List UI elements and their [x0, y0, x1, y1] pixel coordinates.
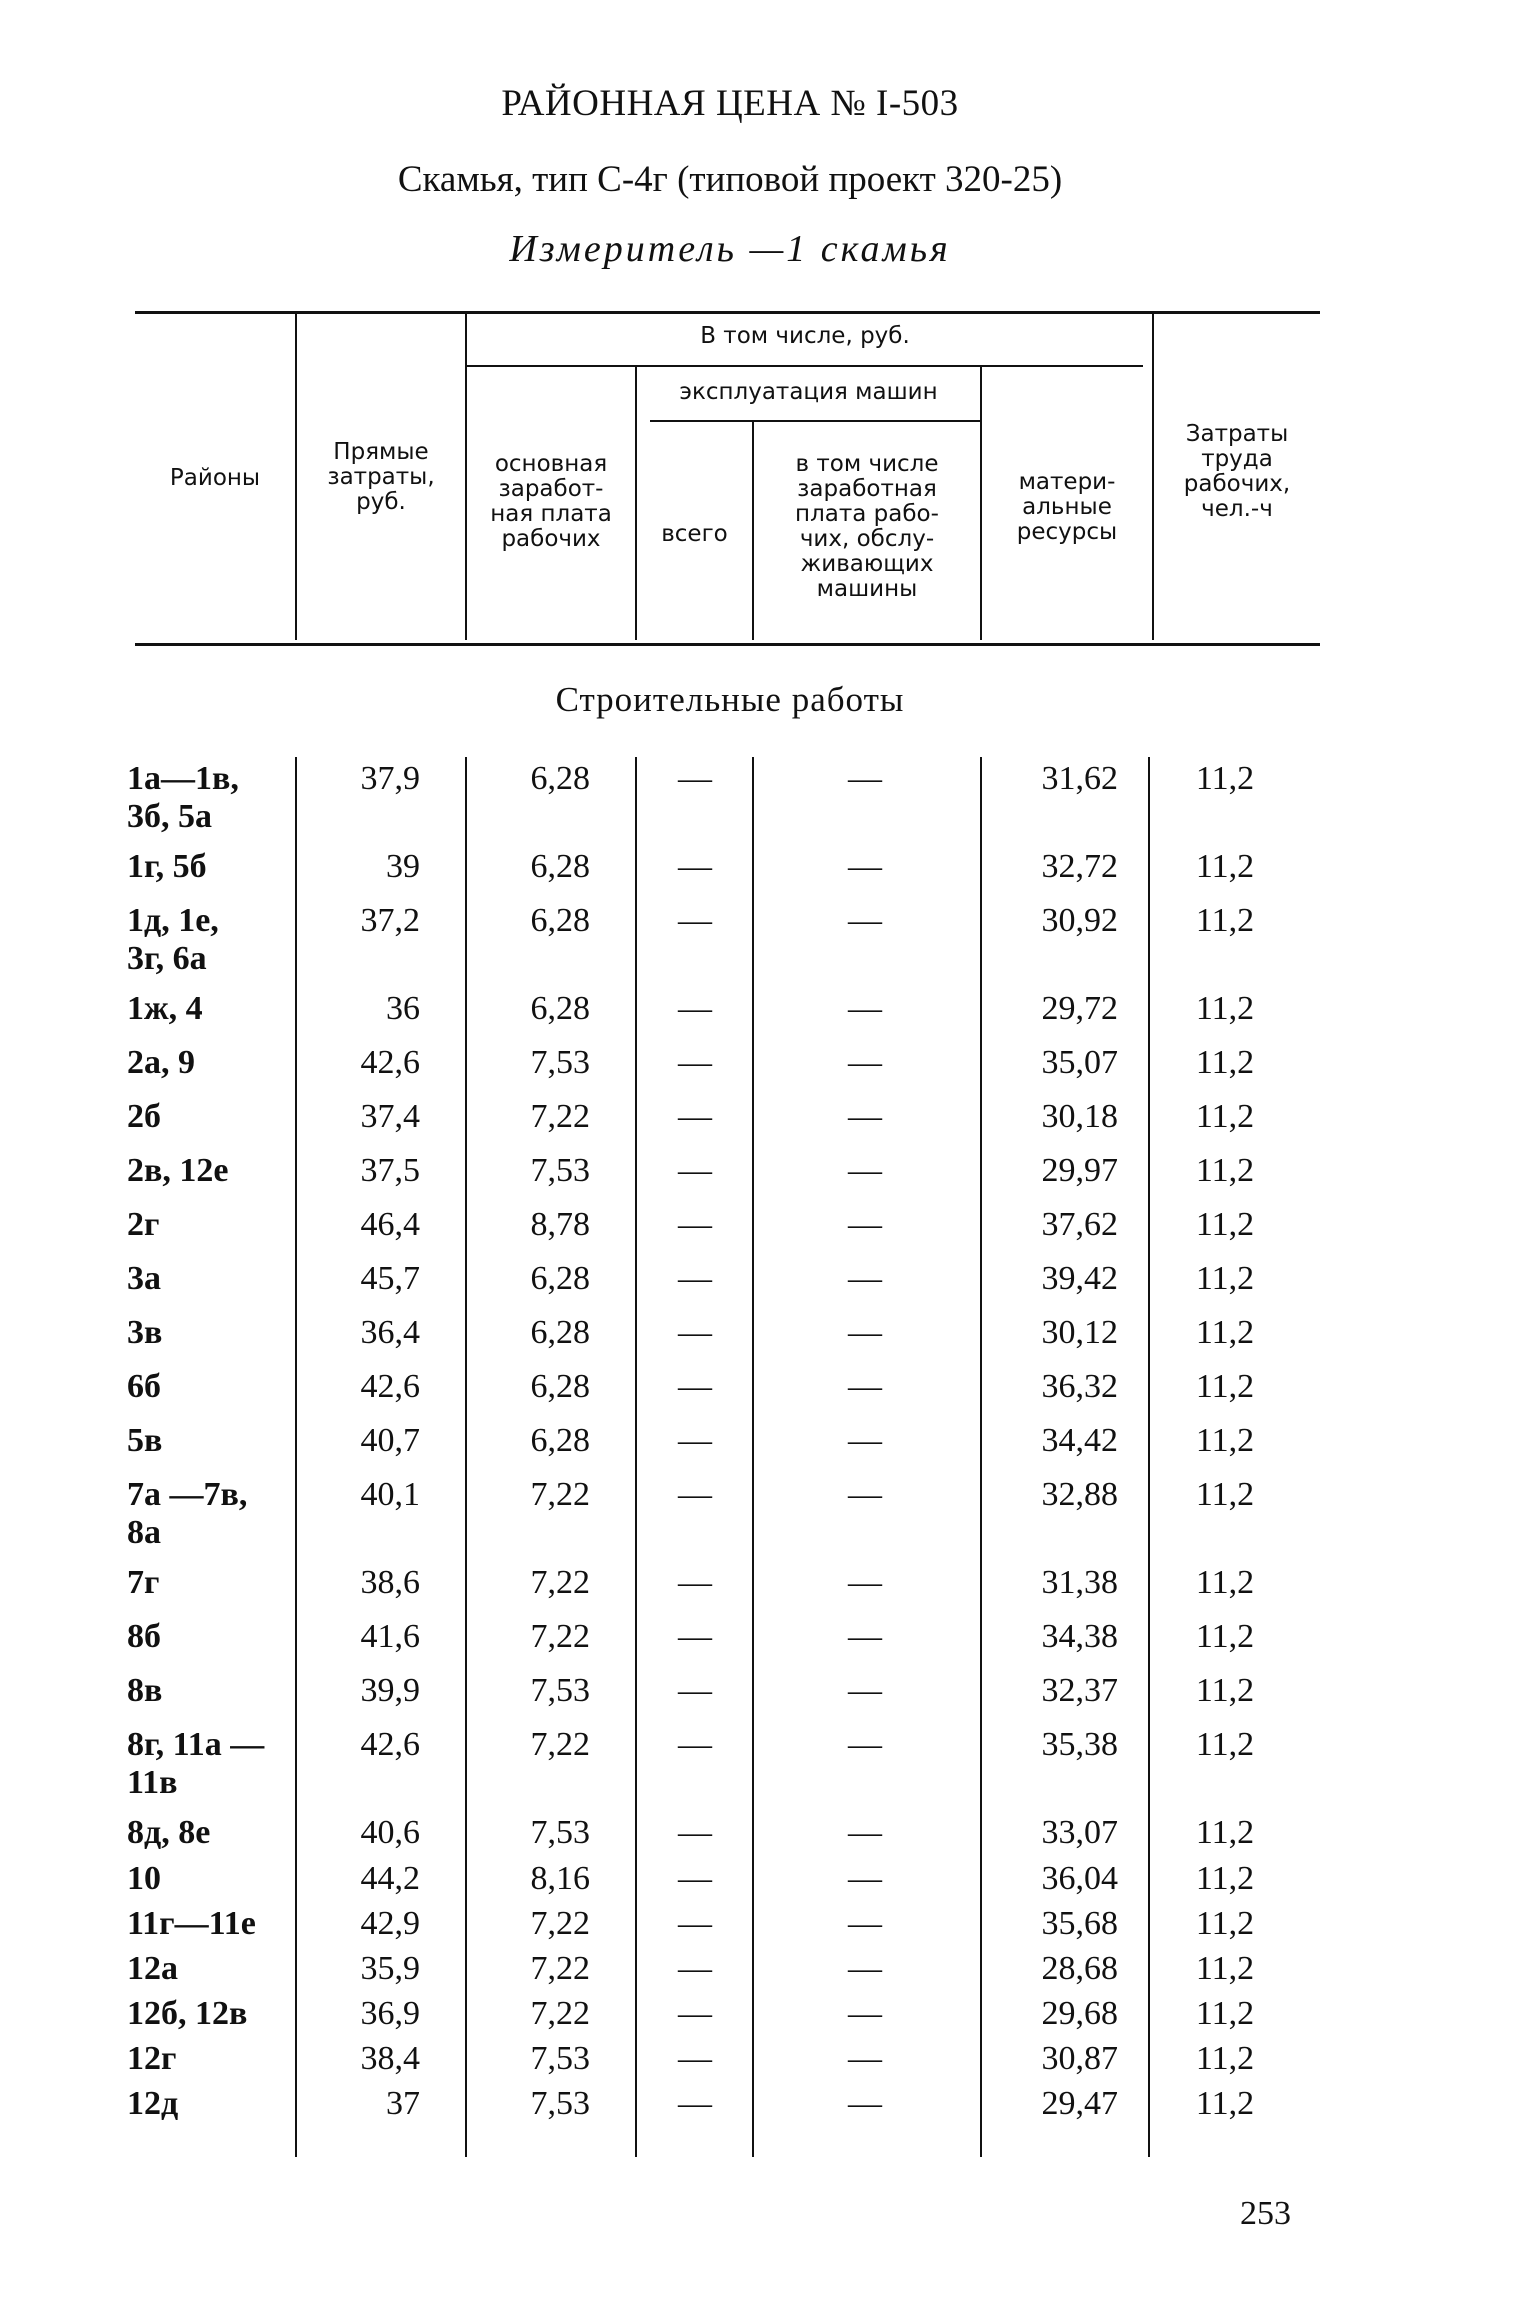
cell-machine-wage: —: [848, 902, 882, 939]
cell-machine-total: —: [678, 848, 712, 885]
cell-base-wage: 6,28: [530, 1260, 590, 1297]
cell-region: [127, 2085, 297, 2123]
header-materials: матери- альные ресурсы: [1016, 469, 1118, 545]
header-direct-costs: Прямые затраты, руб.: [327, 439, 435, 515]
cell-region: [127, 1152, 297, 1190]
cell-region: [127, 848, 297, 886]
cell-materials: 35,38: [1041, 1726, 1118, 1763]
cell-machine-total: —: [678, 1422, 712, 1459]
cell-labor: 11,2: [1195, 2040, 1255, 2077]
cell-labor: 11,2: [1195, 1950, 1255, 1987]
cell-base-wage: 7,22: [530, 1564, 590, 1601]
region-line: 10: [127, 1860, 161, 1897]
cell-materials: 31,38: [1041, 1564, 1118, 1601]
cell-machine-wage: —: [848, 1950, 882, 1987]
cell-direct-costs: 35,9: [360, 1950, 420, 1987]
cell-materials: 32,88: [1041, 1476, 1118, 1513]
region-line: 1д, 1е,: [127, 902, 219, 939]
cell-base-wage: 7,53: [530, 1152, 590, 1189]
region-line: 12а: [127, 1950, 178, 1987]
cell-machine-wage: —: [848, 1152, 882, 1189]
cell-region: [127, 1672, 297, 1710]
cell-materials: 29,47: [1041, 2085, 1118, 2122]
cell-machine-wage: —: [848, 1314, 882, 1351]
cell-machine-wage: —: [848, 1618, 882, 1655]
cell-direct-costs: 42,6: [360, 1726, 420, 1763]
cell-base-wage: 7,22: [530, 1726, 590, 1763]
region-line: 7г: [127, 1564, 160, 1601]
cell-machine-total: —: [678, 1950, 712, 1987]
cell-base-wage: 6,28: [530, 1368, 590, 1405]
cell-materials: 32,37: [1041, 1672, 1118, 1709]
cell-materials: 35,07: [1041, 1044, 1118, 1081]
cell-region: [127, 1995, 297, 2033]
cell-base-wage: 8,16: [530, 1860, 590, 1897]
item-subtitle: Скамья, тип С-4г (типовой проект 320-25): [397, 159, 1063, 200]
header-region: Районы: [169, 465, 261, 491]
cell-machine-wage: —: [848, 1726, 882, 1763]
cell-labor: 11,2: [1195, 1814, 1255, 1851]
cell-direct-costs: 46,4: [360, 1206, 420, 1243]
cell-region: [127, 1314, 297, 1352]
cell-labor: 11,2: [1195, 1995, 1255, 2032]
cell-base-wage: 6,28: [530, 902, 590, 939]
cell-labor: 11,2: [1195, 1726, 1255, 1763]
cell-base-wage: 6,28: [530, 760, 590, 797]
cell-region: [127, 1098, 297, 1136]
page-title: РАЙОННАЯ ЦЕНА № I-503: [501, 83, 959, 124]
cell-region: [127, 1260, 297, 1298]
cell-machine-total: —: [678, 1206, 712, 1243]
region-line: 8а: [127, 1514, 161, 1551]
cell-materials: 30,92: [1041, 902, 1118, 939]
cell-labor: 11,2: [1195, 1368, 1255, 1405]
cell-labor: 11,2: [1195, 1905, 1255, 1942]
cell-labor: 11,2: [1195, 1422, 1255, 1459]
cell-labor: 11,2: [1195, 1152, 1255, 1189]
cell-machine-total: —: [678, 1618, 712, 1655]
cell-base-wage: 6,28: [530, 1314, 590, 1351]
cell-materials: 37,62: [1041, 1206, 1118, 1243]
region-line: 3в: [127, 1314, 163, 1351]
including-rule: [465, 365, 1143, 367]
cell-machine-total: —: [678, 1995, 712, 2032]
region-line: 11в: [127, 1764, 178, 1801]
cell-machine-wage: —: [848, 2040, 882, 2077]
cell-materials: 29,97: [1041, 1152, 1118, 1189]
cell-machine-total: —: [678, 1098, 712, 1135]
measure-unit: Измеритель —1 скамья: [509, 228, 951, 270]
cell-region: [127, 1206, 297, 1244]
cell-labor: 11,2: [1195, 990, 1255, 1027]
region-line: 12б, 12в: [127, 1995, 248, 2032]
cell-base-wage: 7,53: [530, 2085, 590, 2122]
cell-machine-total: —: [678, 2085, 712, 2122]
cell-machine-total: —: [678, 1564, 712, 1601]
cell-base-wage: 6,28: [530, 1422, 590, 1459]
cell-machine-wage: —: [848, 1995, 882, 2032]
cell-materials: 32,72: [1041, 848, 1118, 885]
cell-direct-costs: 37: [386, 2085, 420, 2122]
cell-machine-wage: —: [848, 1672, 882, 1709]
cell-region: [127, 2040, 297, 2078]
cell-base-wage: 7,53: [530, 1672, 590, 1709]
cell-direct-costs: 38,6: [360, 1564, 420, 1601]
cell-machine-wage: —: [848, 760, 882, 797]
cell-direct-costs: 39: [386, 848, 420, 885]
cell-direct-costs: 36,9: [360, 1995, 420, 2032]
cell-machine-total: —: [678, 1905, 712, 1942]
cell-machine-total: —: [678, 1860, 712, 1897]
cell-labor: 11,2: [1195, 1618, 1255, 1655]
cell-labor: 11,2: [1195, 1206, 1255, 1243]
region-line: 5в: [127, 1422, 163, 1459]
cell-machine-total: —: [678, 1368, 712, 1405]
region-line: 11г—11е: [127, 1905, 256, 1942]
cell-direct-costs: 37,2: [360, 902, 420, 939]
header-divider: [635, 367, 637, 640]
cell-base-wage: 7,22: [530, 1950, 590, 1987]
cell-direct-costs: 40,6: [360, 1814, 420, 1851]
cell-direct-costs: 40,7: [360, 1422, 420, 1459]
cell-machine-wage: —: [848, 1206, 882, 1243]
region-line: 1ж, 4: [127, 990, 203, 1027]
header-machine-operation: эксплуатация машин: [679, 379, 938, 405]
cell-direct-costs: 36,4: [360, 1314, 420, 1351]
cell-labor: 11,2: [1195, 1098, 1255, 1135]
cell-base-wage: 7,22: [530, 1618, 590, 1655]
cell-labor: 11,2: [1195, 1860, 1255, 1897]
cell-machine-wage: —: [848, 1260, 882, 1297]
header-base-wage: основная заработ- ная плата рабочих: [490, 451, 612, 552]
region-line: 2а, 9: [127, 1044, 195, 1081]
cell-direct-costs: 41,6: [360, 1618, 420, 1655]
cell-machine-wage: —: [848, 1814, 882, 1851]
cell-base-wage: 8,78: [530, 1206, 590, 1243]
cell-region: [127, 1860, 297, 1898]
cell-direct-costs: 37,4: [360, 1098, 420, 1135]
cell-materials: 33,07: [1041, 1814, 1118, 1851]
cell-machine-wage: —: [848, 848, 882, 885]
cell-region: [127, 1368, 297, 1406]
cell-materials: 30,87: [1041, 2040, 1118, 2077]
region-line: 2в, 12е: [127, 1152, 229, 1189]
cell-machine-total: —: [678, 1814, 712, 1851]
region-line: 12д: [127, 2085, 179, 2122]
cell-labor: 11,2: [1195, 2085, 1255, 2122]
cell-base-wage: 7,53: [530, 1044, 590, 1081]
cell-direct-costs: 36: [386, 990, 420, 1027]
cell-labor: 11,2: [1195, 1476, 1255, 1513]
region-line: 8в: [127, 1672, 163, 1709]
region-line: 8б: [127, 1618, 161, 1655]
cell-materials: 39,42: [1041, 1260, 1118, 1297]
cell-materials: 36,04: [1041, 1860, 1118, 1897]
cell-materials: 34,38: [1041, 1618, 1118, 1655]
cell-region: [127, 1476, 297, 1552]
column-divider: [635, 757, 637, 2157]
cell-labor: 11,2: [1195, 1314, 1255, 1351]
cell-labor: 11,2: [1195, 1672, 1255, 1709]
cell-machine-total: —: [678, 760, 712, 797]
cell-base-wage: 7,22: [530, 1098, 590, 1135]
cell-materials: 34,42: [1041, 1422, 1118, 1459]
region-line: 12г: [127, 2040, 177, 2077]
cell-direct-costs: 37,5: [360, 1152, 420, 1189]
cell-machine-total: —: [678, 2040, 712, 2077]
cell-machine-wage: —: [848, 1564, 882, 1601]
region-line: 3б, 5а: [127, 798, 212, 835]
cell-materials: 30,18: [1041, 1098, 1118, 1135]
cell-region: [127, 1726, 297, 1802]
region-line: 1а—1в,: [127, 760, 239, 797]
cell-materials: 29,72: [1041, 990, 1118, 1027]
cell-direct-costs: 39,9: [360, 1672, 420, 1709]
cell-materials: 31,62: [1041, 760, 1118, 797]
cell-region: [127, 1814, 297, 1852]
page-number: 253: [1240, 2195, 1291, 2232]
cell-labor: 11,2: [1195, 902, 1255, 939]
cell-region: [127, 902, 297, 978]
cell-direct-costs: 42,6: [360, 1044, 420, 1081]
cell-base-wage: 7,22: [530, 1995, 590, 2032]
cell-labor: 11,2: [1195, 1044, 1255, 1081]
region-line: 8д, 8е: [127, 1814, 211, 1851]
column-divider: [465, 757, 467, 2157]
cell-region: [127, 1422, 297, 1460]
cell-machine-total: —: [678, 902, 712, 939]
cell-materials: 35,68: [1041, 1905, 1118, 1942]
cell-machine-wage: —: [848, 1044, 882, 1081]
region-line: 3г, 6а: [127, 940, 207, 977]
cell-base-wage: 6,28: [530, 848, 590, 885]
cell-base-wage: 6,28: [530, 990, 590, 1027]
cell-machine-total: —: [678, 1260, 712, 1297]
cell-machine-wage: —: [848, 2085, 882, 2122]
section-title: Строительные работы: [555, 680, 905, 719]
table-top-rule: [135, 311, 1320, 314]
cell-direct-costs: 45,7: [360, 1260, 420, 1297]
region-line: 6б: [127, 1368, 161, 1405]
header-labor: Затраты труда рабочих, чел.-ч: [1183, 421, 1291, 522]
cell-region: [127, 1950, 297, 1988]
cell-labor: 11,2: [1195, 1564, 1255, 1601]
region-line: 8г, 11а —: [127, 1726, 265, 1763]
cell-region: [127, 1905, 297, 1943]
cell-direct-costs: 44,2: [360, 1860, 420, 1897]
cell-machine-total: —: [678, 1044, 712, 1081]
cell-direct-costs: 42,6: [360, 1368, 420, 1405]
cell-direct-costs: 38,4: [360, 2040, 420, 2077]
column-divider: [752, 757, 754, 2157]
cell-region: [127, 1618, 297, 1656]
header-machine-total: всего: [661, 521, 728, 547]
cell-machine-wage: —: [848, 990, 882, 1027]
region-line: 3а: [127, 1260, 161, 1297]
cell-materials: 28,68: [1041, 1950, 1118, 1987]
region-line: 2г: [127, 1206, 160, 1243]
cell-base-wage: 7,53: [530, 1814, 590, 1851]
cell-machine-total: —: [678, 1476, 712, 1513]
cell-region: [127, 760, 297, 836]
region-line: 2б: [127, 1098, 161, 1135]
cell-machine-wage: —: [848, 1422, 882, 1459]
cell-region: [127, 1564, 297, 1602]
cell-machine-total: —: [678, 1314, 712, 1351]
cell-machine-total: —: [678, 1152, 712, 1189]
cell-base-wage: 7,53: [530, 2040, 590, 2077]
cell-region: [127, 1044, 297, 1082]
cell-region: [127, 990, 297, 1028]
cell-base-wage: 7,22: [530, 1905, 590, 1942]
cell-labor: 11,2: [1195, 848, 1255, 885]
cell-direct-costs: 40,1: [360, 1476, 420, 1513]
cell-machine-wage: —: [848, 1098, 882, 1135]
cell-machine-total: —: [678, 1726, 712, 1763]
cell-machine-wage: —: [848, 1476, 882, 1513]
cell-direct-costs: 37,9: [360, 760, 420, 797]
cell-direct-costs: 42,9: [360, 1905, 420, 1942]
header-machine-wage: в том числе заработная плата рабо- чих, обслу- живающих машины: [795, 451, 939, 602]
cell-machine-total: —: [678, 990, 712, 1027]
cell-materials: 36,32: [1041, 1368, 1118, 1405]
cell-machine-total: —: [678, 1672, 712, 1709]
cell-machine-wage: —: [848, 1860, 882, 1897]
machines-rule: [650, 420, 980, 422]
cell-machine-wage: —: [848, 1368, 882, 1405]
header-bottom-rule: [135, 643, 1320, 646]
cell-materials: 29,68: [1041, 1995, 1118, 2032]
header-including: В том числе, руб.: [700, 323, 910, 349]
region-line: 1г, 5б: [127, 848, 207, 885]
cell-labor: 11,2: [1195, 1260, 1255, 1297]
cell-materials: 30,12: [1041, 1314, 1118, 1351]
cell-base-wage: 7,22: [530, 1476, 590, 1513]
cell-labor: 11,2: [1195, 760, 1255, 797]
region-line: 7а —7в,: [127, 1476, 248, 1513]
cell-machine-wage: —: [848, 1905, 882, 1942]
